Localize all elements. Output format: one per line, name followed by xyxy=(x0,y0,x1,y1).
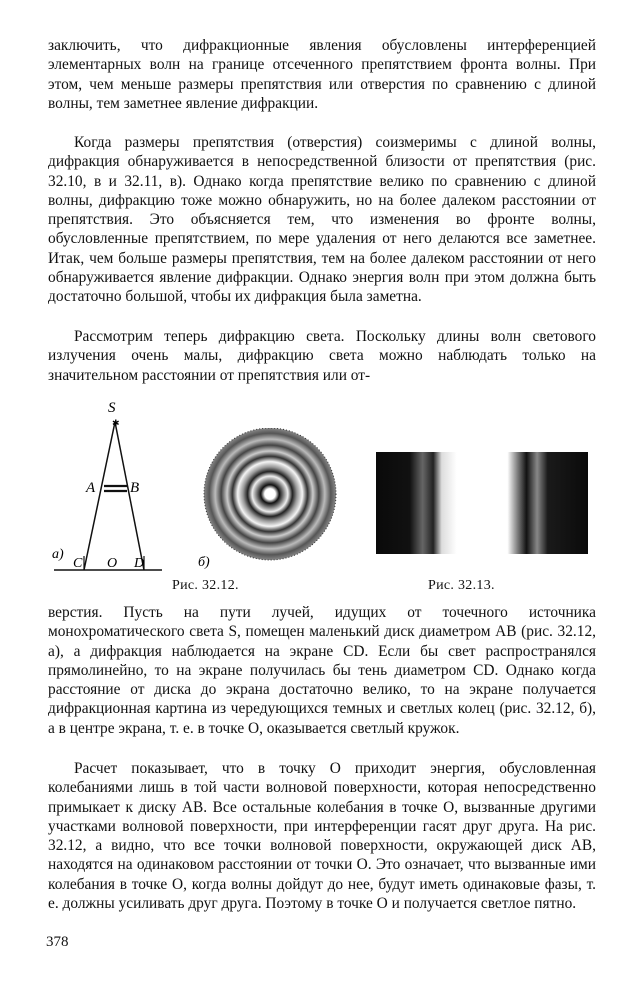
label-a: A xyxy=(86,480,96,496)
source-star: ✱ xyxy=(112,418,120,428)
paragraph-4: верстия. Пусть на пути лучей, идущих от точечного источника монохроматического света S, помещен маленький диск диаметром AB (рис. 32.12, а), а дифракция наблюдается на экране CD. Если бы свет распространялся прямолинейно, то на экране получилась бы тень диаметром CD. Однако когда расстояние от диска до экрана достаточно велико, то на экране получается дифракционная картина из чередующихся темных и светлых колец (рис. 32.12, б), а в центре экрана, т. е. в точке O, оказывается светлый кружок. xyxy=(48,604,596,737)
diffraction-rings xyxy=(204,428,336,560)
label-part-b: б) xyxy=(198,555,210,570)
ray-left xyxy=(84,422,118,571)
label-d: D xyxy=(134,556,145,571)
label-b: B xyxy=(130,480,140,496)
caption-32-13: Рис. 32.13. xyxy=(428,578,495,593)
page-number: 378 xyxy=(46,934,69,950)
ray-right xyxy=(115,422,144,570)
diffraction-bands xyxy=(376,452,588,554)
paragraph-3: Рассмотрим теперь дифракцию света. Поскольку длины волн светового излучения очень малы, дифракцию света можно наблюдать только на значительном расстоянии от препятствия или от- xyxy=(48,328,596,384)
paragraph-1: заключить, что дифракционные явления обусловлены интерференцией элементарных волн на границе отсеченного препятствием фронта волны. При этом, чем меньше размеры препятствия или отверстия по сравнению с длиной волны, тем заметнее явление дифракции. xyxy=(48,37,596,112)
caption-32-12: Рис. 32.12. xyxy=(172,578,239,593)
paragraph-5: Расчет показывает, что в точку O приходит энергия, обусловленная колебаниями лишь в той части волновой поверхности, которая непосредственно примыкает к диску AB. Все остальные колебания в точке O, вызванные другими участками волновой поверхности, при интерференции гасят друг друга. На рис. 32.12, а видно, что все точки волновой поверхности, окружающей диск AB, находятся на одинаковом расстоянии от точки O. Это означает, что вызванные ими колебания в точке O, когда волны дойдут до нее, будут иметь одинаковые фазы, т. е. должны усиливать друг друга. Поэтому в точке O и получается светлое пятно. xyxy=(48,760,596,913)
figure-32-12-a xyxy=(44,392,174,584)
label-o: O xyxy=(107,556,118,571)
paragraph-2: Когда размеры препятствия (отверстия) соизмеримы с длиной волны, дифракция обнаруживается в непосредственной близости от препятствия (рис. 32.10, в и 32.11, в). Однако когда препятствие велико по сравнению с длиной волны, дифракцию тоже можно обнаружить, но на более далеком расстоянии от препятствия. Это объясняется тем, что изменения во фронте волны, обусловленные препятствием, по мере удаления от него делаются все заметнее. Итак, чем больше размеры препятствия, тем на более далеком расстоянии от него обнаруживается явление дифракции. Однако энергия волн при этом должна быть достаточно большой, чтобы их дифракция была заметна. xyxy=(48,134,596,306)
figure-32-12-b xyxy=(194,428,350,578)
figure-32-13 xyxy=(376,452,588,554)
label-source: S xyxy=(108,400,116,416)
label-part-a: а) xyxy=(52,547,64,562)
label-c: C xyxy=(73,556,83,571)
